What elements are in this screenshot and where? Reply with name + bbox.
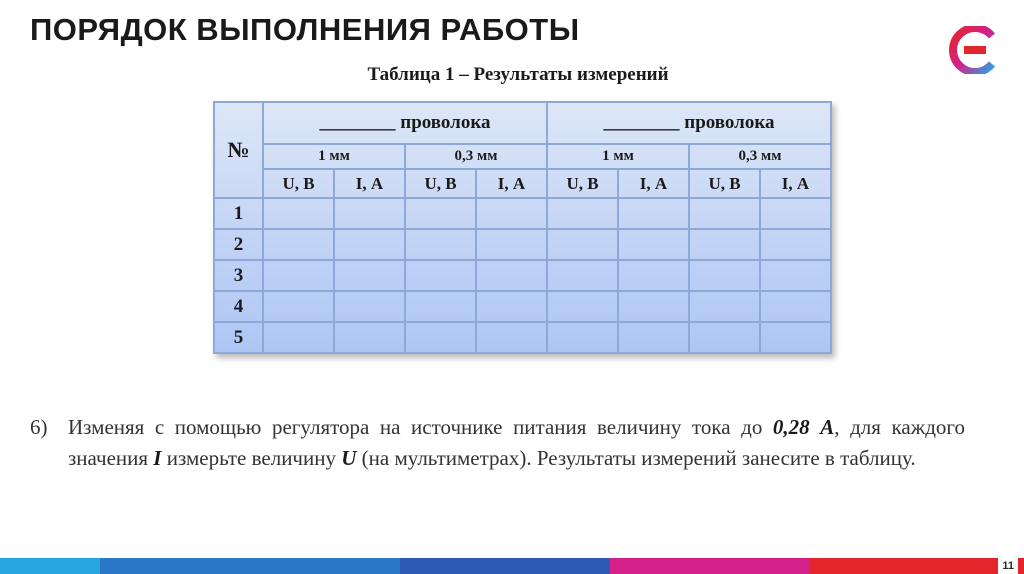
table-cell[interactable] xyxy=(689,322,760,353)
instruction-text: Изменяя с помощью регулятора на источнике питания величину тока до 0,28 А, для каждого значения I измерьте величину U (на мультиметрах). Результаты измерений занесите в таблицу. xyxy=(68,415,965,470)
row-number: 5 xyxy=(214,322,263,353)
table-header-row xyxy=(214,102,831,144)
table-cell[interactable] xyxy=(334,260,405,291)
table-cell[interactable] xyxy=(476,322,547,353)
table-cell[interactable] xyxy=(405,322,476,353)
table-header-row xyxy=(214,144,831,169)
current-value: 0,28 А xyxy=(772,415,835,439)
table-cell[interactable] xyxy=(476,198,547,229)
page-number: 11 xyxy=(998,558,1018,574)
footer-bar-segment xyxy=(400,558,610,574)
unit-header: U, В xyxy=(405,169,476,198)
table-cell[interactable] xyxy=(263,198,334,229)
table-cell[interactable] xyxy=(547,229,618,260)
unit-header: I, А xyxy=(618,169,689,198)
footer-bar-segment xyxy=(810,558,1024,574)
table-cell[interactable] xyxy=(760,260,831,291)
unit-header: U, В xyxy=(689,169,760,198)
diameter-header: 0,3 мм xyxy=(689,144,831,169)
table-cell[interactable] xyxy=(760,291,831,322)
table-cell[interactable] xyxy=(689,291,760,322)
measurement-table xyxy=(213,101,832,354)
table-cell[interactable] xyxy=(618,291,689,322)
table-cell[interactable] xyxy=(547,291,618,322)
table-cell[interactable] xyxy=(760,198,831,229)
table-cell[interactable] xyxy=(334,322,405,353)
table-cell[interactable] xyxy=(476,229,547,260)
footer-bar-segment xyxy=(0,558,100,574)
diameter-header: 1 мм xyxy=(547,144,689,169)
row-number: 1 xyxy=(214,198,263,229)
table-cell[interactable] xyxy=(405,291,476,322)
table-cell[interactable] xyxy=(547,322,618,353)
table-header-row xyxy=(214,169,831,198)
wire-group-header-1: ________ проволока xyxy=(263,102,547,144)
unit-header: I, А xyxy=(760,169,831,198)
table-cell[interactable] xyxy=(263,260,334,291)
row-number: 2 xyxy=(214,229,263,260)
slide-title: ПОРЯДОК ВЫПОЛНЕНИЯ РАБОТЫ xyxy=(30,12,580,47)
table-caption: Таблица 1 – Результаты измерений xyxy=(367,64,669,85)
footer-bar-segment xyxy=(610,558,810,574)
table-cell[interactable] xyxy=(476,260,547,291)
table-cell[interactable] xyxy=(689,260,760,291)
table-cell[interactable] xyxy=(476,291,547,322)
table-cell[interactable] xyxy=(334,291,405,322)
table-cell[interactable] xyxy=(334,229,405,260)
table-row xyxy=(214,229,831,260)
table-cell[interactable] xyxy=(689,229,760,260)
table-cell[interactable] xyxy=(405,198,476,229)
table-cell[interactable] xyxy=(760,322,831,353)
table-row xyxy=(214,198,831,229)
diameter-header: 1 мм xyxy=(263,144,405,169)
wire-group-header-2: ________ проволока xyxy=(547,102,831,144)
row-number: 3 xyxy=(214,260,263,291)
table-cell[interactable] xyxy=(263,291,334,322)
table-row xyxy=(214,322,831,353)
table-cell[interactable] xyxy=(405,229,476,260)
table-cell[interactable] xyxy=(334,198,405,229)
row-number: 4 xyxy=(214,291,263,322)
table-cell[interactable] xyxy=(618,198,689,229)
step-marker: 6) xyxy=(30,415,48,439)
unit-header: I, А xyxy=(334,169,405,198)
table-cell[interactable] xyxy=(547,260,618,291)
table-cell[interactable] xyxy=(689,198,760,229)
unit-header: U, В xyxy=(263,169,334,198)
unit-header: U, В xyxy=(547,169,618,198)
table-cell[interactable] xyxy=(618,260,689,291)
table-cell[interactable] xyxy=(760,229,831,260)
table-row xyxy=(214,291,831,322)
table-cell[interactable] xyxy=(263,322,334,353)
table-cell[interactable] xyxy=(547,198,618,229)
footer-color-bar xyxy=(0,558,1024,574)
unit-header: I, А xyxy=(476,169,547,198)
instruction-step-6 xyxy=(30,412,965,474)
variable-u: U xyxy=(341,446,357,470)
footer-bar-segment xyxy=(100,558,400,574)
table-row xyxy=(214,260,831,291)
table-cell[interactable] xyxy=(618,322,689,353)
diameter-header: 0,3 мм xyxy=(405,144,547,169)
number-column-header: № xyxy=(214,102,263,198)
table-cell[interactable] xyxy=(263,229,334,260)
table-cell[interactable] xyxy=(405,260,476,291)
table-cell[interactable] xyxy=(618,229,689,260)
variable-i: I xyxy=(153,446,162,470)
